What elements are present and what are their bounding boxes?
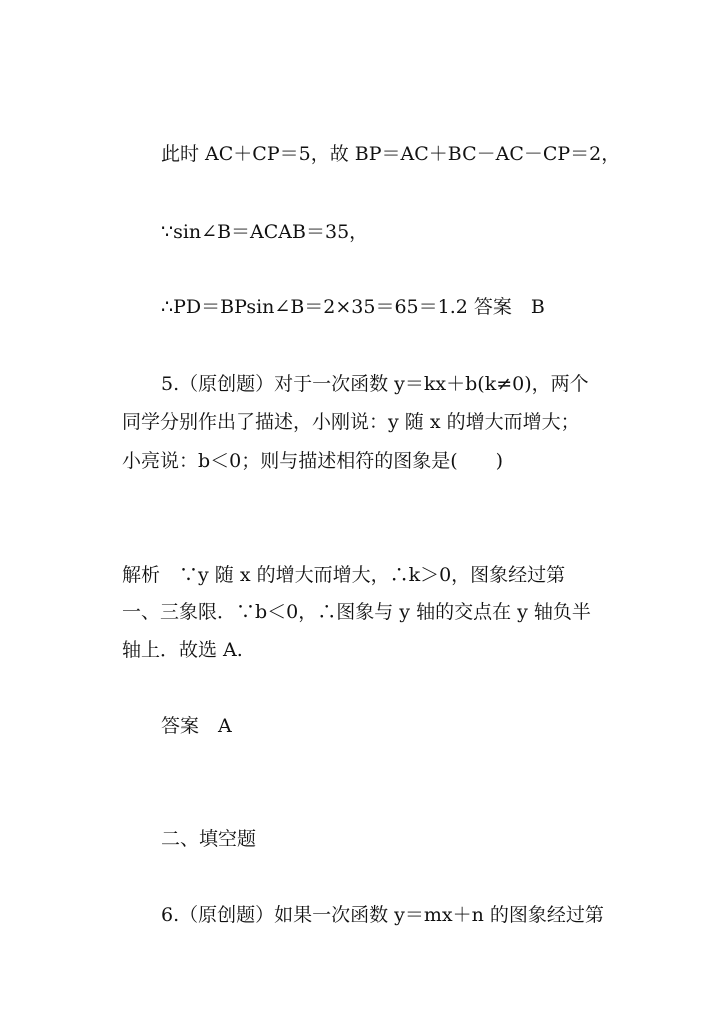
analysis-line-2: 一、三象限．∵b＜0，∴图象与 y 轴的交点在 y 轴负半 [122, 601, 591, 623]
question-5-line-3: 小亮说：b＜0；则与描述相符的图象是( ) [122, 450, 504, 472]
answer-line: 答案 A [161, 715, 232, 737]
solution-answer-line: ∴PD＝BPsin∠B＝2×35＝65＝1.2 答案 B [161, 296, 545, 318]
analysis-line-3: 轴上．故选 A. [122, 639, 243, 661]
analysis-line-1: 解析 ∵y 随 x 的增大而增大，∴k＞0，图象经过第 [122, 564, 566, 586]
solution-line-2: ∵sin∠B＝ACAB＝35， [161, 221, 369, 243]
solution-line-1: 此时 AC＋CP＝5，故 BP＝AC＋BC－AC－CP＝2， [161, 143, 621, 165]
section-heading: 二、填空题 [161, 828, 257, 850]
question-5-line-2: 同学分别作出了描述，小刚说：y 随 x 的增大而增大； [122, 411, 580, 433]
question-6-line-1: 6.（原创题）如果一次函数 y＝mx＋n 的图象经过第 [161, 904, 604, 926]
question-5-line-1: 5.（原创题）对于一次函数 y＝kx＋b(k≠0)，两个 [161, 373, 589, 395]
